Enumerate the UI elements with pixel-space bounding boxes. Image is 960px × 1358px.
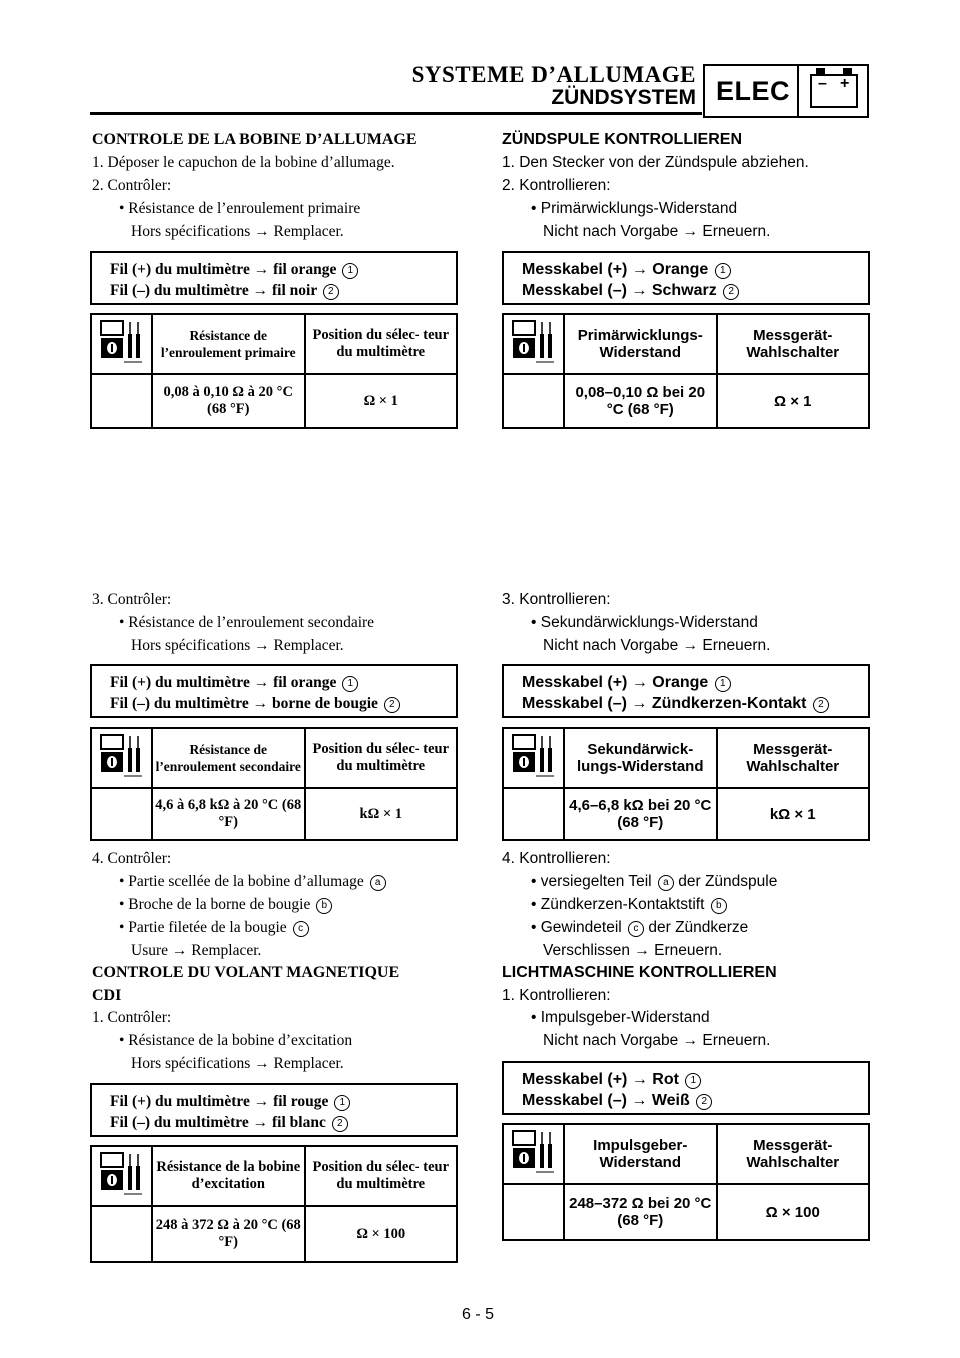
bullet-line: • Primärwicklungs-Widerstand: [531, 200, 738, 217]
bullet-text: • Partie scellée de la bobine d’allumage: [119, 873, 364, 890]
callout-marker: 1: [342, 676, 358, 692]
table-value: 4,6–6,8 kΩ bei 20 °C (68 °F): [564, 788, 717, 840]
bullet-line: • Sekundärwicklungs-Widerstand: [531, 614, 758, 631]
bullet-line: [531, 896, 727, 914]
table-value: Ω × 1: [717, 374, 870, 428]
multimeter-icon: [100, 320, 144, 364]
spec-table: [502, 727, 870, 841]
empty-cell: [91, 374, 152, 428]
multimeter-icon: [100, 734, 144, 778]
callout-marker: 1: [685, 1073, 701, 1089]
table-value: 0,08–0,10 Ω bei 20 °C (68 °F): [564, 374, 717, 428]
battery-minus-sign: –: [818, 75, 827, 92]
bullet-line: • Résistance de la bobine d’excitation: [119, 1032, 353, 1049]
bullet-line: [119, 873, 386, 891]
spec-table: [90, 1145, 458, 1263]
bullet-line: [531, 919, 748, 937]
callout-marker: a: [370, 875, 386, 891]
bullet-line: • Impulsgeber-Widerstand: [531, 1009, 710, 1026]
table-header: Position du sélec- teur du multimètre: [305, 314, 458, 374]
spec-table: [502, 313, 870, 429]
callout-marker: 2: [332, 1116, 348, 1132]
multimeter-icon-cell: [91, 314, 152, 374]
callout-marker: 2: [696, 1094, 712, 1110]
table-value: 0,08 à 0,10 Ω à 20 °C (68 °F): [152, 374, 305, 428]
spec-table: [90, 727, 458, 841]
callout-marker: 2: [723, 284, 739, 300]
section-title: LICHTMASCHINE KONTROLLIEREN: [502, 964, 777, 981]
table-header: Messgerät- Wahlschalter: [717, 728, 870, 788]
elec-badge-label: ELEC: [716, 76, 791, 106]
table-header: Position du sélec- teur du multimètre: [305, 1146, 458, 1206]
table-header: Impulsgeber- Widerstand: [564, 1124, 717, 1184]
result-line: Nicht nach Vorgabe → Erneuern.: [543, 1032, 771, 1049]
wire-line: Fil (–) du multimètre → fil noir: [110, 282, 317, 299]
wire-line: Fil (+) du multimètre → fil orange: [110, 674, 337, 691]
wire-line: Fil (+) du multimètre → fil orange: [110, 261, 337, 278]
header-rule: [90, 112, 702, 115]
step-line: 2. Kontrollieren:: [502, 177, 611, 194]
table-value: 248 à 372 Ω à 20 °C (68 °F): [152, 1206, 305, 1262]
multimeter-icon: [100, 1152, 144, 1196]
bullet-text: • Broche de la borne de bougie: [119, 896, 311, 913]
callout-marker: 1: [342, 263, 358, 279]
callout-marker: 2: [323, 284, 339, 300]
bullet-text: • versiegelten Teil: [531, 873, 652, 890]
multimeter-icon-cell: [503, 728, 564, 788]
bullet-line: • Résistance de l’enroulement secondaire: [119, 614, 375, 631]
bullet-text: • Zündkerzen-Kontaktstift: [531, 896, 705, 913]
wire-line: Messkabel (+) → Rot: [522, 1071, 679, 1088]
table-value: Ω × 100: [717, 1184, 870, 1240]
section-title: ZÜNDSPULE KONTROLLIEREN: [502, 131, 742, 148]
wire-connection-box: [90, 251, 458, 305]
header-title-fr: SYSTEME D’ALLUMAGE: [411, 62, 696, 87]
empty-cell: [503, 374, 564, 428]
table-header: Position du sélec- teur du multimètre: [305, 728, 458, 788]
step-line: 1. Kontrollieren:: [502, 987, 611, 1004]
section-title: CDI: [92, 987, 122, 1004]
callout-marker: c: [293, 921, 309, 937]
result-line: Hors spécifications → Remplacer.: [131, 637, 344, 654]
result-line: Verschlissen → Erneuern.: [543, 942, 723, 959]
wire-line: Messkabel (+) → Orange: [522, 261, 709, 278]
wire-connection-box: [502, 664, 870, 718]
section-title: CONTROLE DU VOLANT MAGNETIQUE: [92, 964, 400, 981]
step-line: 3. Contrôler:: [92, 591, 172, 608]
bullet-line: [119, 896, 332, 914]
table-value: 4,6 à 6,8 kΩ à 20 °C (68 °F): [152, 788, 305, 840]
multimeter-icon-cell: [503, 1124, 564, 1184]
empty-cell: [91, 788, 152, 840]
step-line: 3. Kontrollieren:: [502, 591, 611, 608]
table-value: kΩ × 1: [717, 788, 870, 840]
callout-marker: 2: [813, 697, 829, 713]
wire-line: Messkabel (–) → Zündkerzen-Kontakt: [522, 695, 807, 712]
callout-marker: 2: [384, 697, 400, 713]
result-line: Hors spécifications → Remplacer.: [131, 1055, 344, 1072]
table-value: 248–372 Ω bei 20 °C (68 °F): [564, 1184, 717, 1240]
wire-connection-box: [90, 1083, 458, 1137]
wire-line: Messkabel (+) → Orange: [522, 674, 709, 691]
bullet-text: der Zündkerze: [648, 919, 749, 936]
elec-badge-divider: [797, 64, 799, 118]
result-line: Hors spécifications → Remplacer.: [131, 223, 344, 240]
spec-table: [502, 1123, 870, 1241]
step-line: 1. Den Stecker von der Zündspule abziehen.: [502, 154, 809, 171]
empty-cell: [503, 788, 564, 840]
wire-line: Fil (–) du multimètre → borne de bougie: [110, 695, 378, 712]
step-line: 4. Contrôler:: [92, 850, 172, 867]
callout-marker: b: [711, 898, 727, 914]
step-line: 1. Contrôler:: [92, 1009, 172, 1026]
table-value: kΩ × 1: [305, 788, 458, 840]
wire-connection-box: [502, 1061, 870, 1115]
table-header: Résistance de l’enroulement secondaire: [152, 728, 305, 788]
wire-line: Fil (+) du multimètre → fil rouge: [110, 1093, 329, 1110]
bullet-text: der Zündspule: [678, 873, 778, 890]
table-header: Résistance de l’enroulement primaire: [152, 314, 305, 374]
wire-connection-box: [90, 664, 458, 718]
multimeter-icon-cell: [91, 1146, 152, 1206]
battery-plus-sign: +: [840, 75, 850, 92]
callout-marker: 1: [715, 676, 731, 692]
header-title-de: ZÜNDSYSTEM: [551, 86, 696, 109]
wire-line: Messkabel (–) → Schwarz: [522, 282, 717, 299]
result-line: Usure → Remplacer.: [131, 942, 262, 959]
table-header: Sekundärwick- lungs-Widerstand: [564, 728, 717, 788]
callout-marker: 1: [715, 263, 731, 279]
multimeter-icon: [512, 1130, 556, 1174]
empty-cell: [503, 1184, 564, 1240]
callout-marker: c: [628, 921, 644, 937]
callout-marker: b: [316, 898, 332, 914]
callout-marker: a: [658, 875, 674, 891]
spec-table: [90, 313, 458, 429]
bullet-text: • Gewindeteil: [531, 919, 622, 936]
table-value: Ω × 1: [305, 374, 458, 428]
step-line: 2. Contrôler:: [92, 177, 172, 194]
callout-marker: 1: [334, 1095, 350, 1111]
bullet-line: • Résistance de l’enroulement primaire: [119, 200, 361, 217]
step-line: 4. Kontrollieren:: [502, 850, 611, 867]
wire-connection-box: [502, 251, 870, 305]
bullet-line: [531, 873, 777, 891]
multimeter-icon-cell: [503, 314, 564, 374]
result-line: Nicht nach Vorgabe → Erneuern.: [543, 637, 771, 654]
table-header: Messgerät- Wahlschalter: [717, 1124, 870, 1184]
table-header: Résistance de la bobine d’excitation: [152, 1146, 305, 1206]
table-value: Ω × 100: [305, 1206, 458, 1262]
bullet-text: • Partie filetée de la bougie: [119, 919, 287, 936]
table-header: Messgerät- Wahlschalter: [717, 314, 870, 374]
step-line: 1. Déposer le capuchon de la bobine d’allumage.: [92, 154, 395, 171]
wire-line: Fil (–) du multimètre → fil blanc: [110, 1114, 326, 1131]
wire-line: Messkabel (–) → Weiß: [522, 1092, 690, 1109]
section-title: CONTROLE DE LA BOBINE D’ALLUMAGE: [92, 131, 417, 148]
result-line: Nicht nach Vorgabe → Erneuern.: [543, 223, 771, 240]
empty-cell: [91, 1206, 152, 1262]
multimeter-icon: [512, 320, 556, 364]
bullet-line: [119, 919, 309, 937]
multimeter-icon-cell: [91, 728, 152, 788]
page-number: 6 - 5: [462, 1306, 495, 1323]
multimeter-icon: [512, 734, 556, 778]
table-header: Primärwicklungs- Widerstand: [564, 314, 717, 374]
